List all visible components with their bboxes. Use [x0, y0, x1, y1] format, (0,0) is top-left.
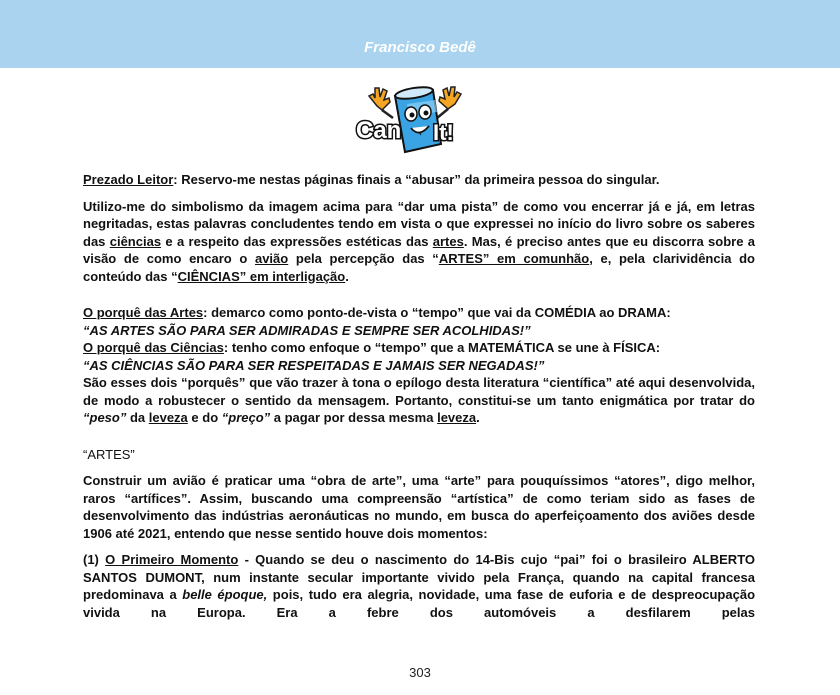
text-run: “peso” [83, 410, 127, 425]
text-run: “preço” [221, 410, 271, 425]
underlined-word: leveza [148, 410, 188, 425]
page-header [0, 0, 840, 68]
primeiro-momento-label: O Primeiro Momento [105, 552, 239, 567]
porque-artes-label: O porquê das Artes [83, 305, 204, 320]
text-run: pela percepção das “ [288, 251, 439, 266]
page-number: 303 [409, 665, 431, 680]
underlined-phrase: ARTES” em comunhão [438, 251, 590, 266]
paragraph-primeiro-momento [83, 551, 755, 621]
text-run: Utilizo-me do simbolismo da imagem acima para “dar uma pista” de como vou encerrar já e já, em letras negritadas, estas palavras concludentes tendo em vista o que expressei no início do livro sobre os saberes das [83, 198, 755, 249]
underlined-word: avião [254, 251, 289, 266]
porque-ciencias-label: O porquê das Ciências [83, 340, 224, 355]
logo-text-it: It! [433, 120, 454, 145]
can-mascot-icon [355, 78, 480, 163]
text-run: : tenho como enfoque o “tempo” que a MATEMÁTICA se une à FÍSICA: [223, 340, 661, 355]
text-run: (1) [83, 552, 106, 567]
left-hand-icon [369, 88, 393, 118]
underlined-word: leveza [437, 410, 477, 425]
text-run: . Mas, é preciso antes que eu discorra sobre a visão de como encaro o [83, 233, 755, 266]
text-run: da [126, 410, 149, 425]
salutation: Prezado Leitor [83, 172, 174, 187]
paragraph-salutation [83, 171, 755, 189]
paragraph-porques [83, 304, 755, 427]
text-run: a pagar por dessa mesma [270, 410, 438, 425]
paragraph-intro [83, 198, 755, 286]
text-run: . [476, 410, 480, 425]
underlined-phrase: CIÊNCIAS” em interligação [177, 268, 346, 284]
logo-text-can: Can [356, 117, 402, 144]
paragraph-construir: Construir um avião é praticar uma “obra de arte”, uma “arte” para pouquíssimos “atores”, digo melhor, raros “artífices”. Assim, buscando uma compreensão “artística” de como teriam sido as fases de desenvolvimento das indústrias aeronáuticas no mundo, em busca do aperfeiçoamento dos aviões desde 1906 até 2021, entendo que nesse sentido houve dois momentos: [83, 473, 755, 541]
author-name: Francisco Bedê [364, 39, 476, 56]
text-run: - Quando se deu o nascimento do 14-Bis cujo “pai” foi o brasileiro ALBERTO SANTOS DUMONT, num instante secular importante vivido pela França, quando na capital francesa predominava a [83, 552, 756, 602]
text-run: . [345, 268, 349, 284]
section-heading-artes: “ARTES” [83, 446, 135, 462]
underlined-word: ciências [109, 233, 162, 249]
can-it-logo [355, 78, 480, 163]
text-run: : demarco como ponto-de-vista o “tempo” que vai da COMÉDIA ao DRAMA: [203, 305, 671, 320]
text-run: São esses dois “porquês” que vão trazer à tona o epílogo desta literatura “científica” até aqui desenvolvida, de modo a robustecer o sentido da mensagem. Portanto, constitui-se um tanto enigmática por tratar do [83, 375, 755, 408]
text-run: e do [187, 410, 222, 425]
ciencias-quote: “AS CIÊNCIAS SÃO PARA SER RESPEITADAS E JAMAIS SER NEGADAS!” [83, 357, 545, 373]
text-run: pois, tudo era alegria, novidade, uma fase de euforia e de despreocupação vivida na Europa. Era a febre dos automóveis a desfilarem pelas [83, 587, 756, 620]
underlined-word: artes [432, 233, 464, 249]
text-run: , e, pela clarividência do conteúdo das “ [83, 251, 755, 284]
right-hand-icon [437, 87, 461, 118]
salutation-text: : Reservo-me nestas páginas finais a “abusar” da primeira pessoa do singular. [173, 172, 660, 187]
text-run: belle époque, [182, 587, 268, 602]
document-body [83, 171, 755, 621]
artes-quote: “AS ARTES SÃO PARA SER ADMIRADAS E SEMPRE SER ACOLHIDAS!” [83, 322, 531, 338]
text-run: e a respeito das expressões estéticas das [161, 233, 433, 249]
